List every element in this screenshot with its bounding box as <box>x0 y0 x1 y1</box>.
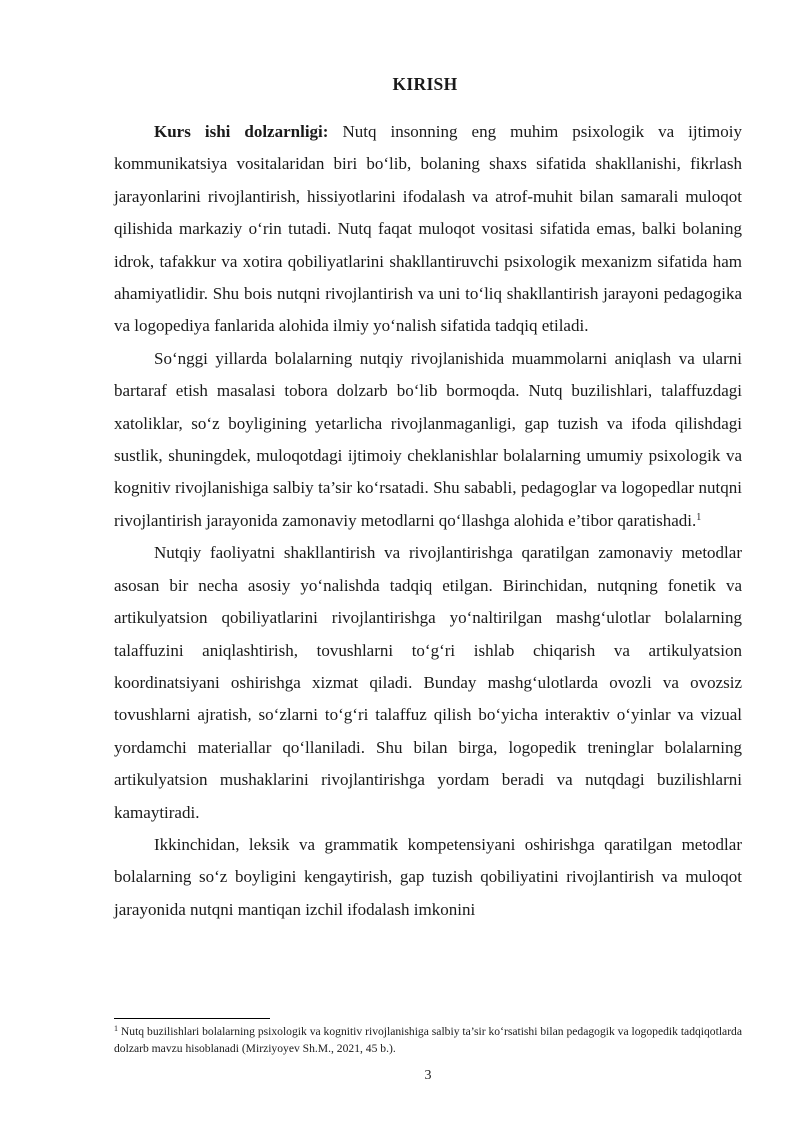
document-body <box>114 116 742 926</box>
paragraph-text: So‘nggi yillarda bolalarning nutqiy rivojlanishida muammolarni aniqlash va ularni bartaraf etish masalasi tobora dolzarb bo‘lib bormoqda. Nutq buzilishlari, talaffuzdagi xatoliklar, so‘z boyligining yetarlicha rivojlanmaganligi, gap tuzish va ifoda qilishdagi sustlik, shuningdek, muloqotdagi ijtimoiy cheklanishlar bolalarning umumiy psixologik va kognitiv rivojlanishiga salbiy ta’sir ko‘rsatadi. Shu sababli, pedagoglar va logopedlar nutqni rivojlantirish jarayonida zamonaviy metodlarni qo‘llashga alohida e’tibor qaratishadi. <box>114 348 742 530</box>
paragraph-text: Nutq insonning eng muhim psixologik va ijtimoiy kommunikatsiya vositalaridan biri bo‘lib, bolaning shaxs sifatida shakllanishi, fikrlash jarayonlarini rivojlantirish, hissiyotlarini ifodalash va atrof-muhit bilan samarali muloqot qilishida markaziy o‘rin tutadi. Nutq faqat muloqot vositasi sifatida emas, balki bolaning idrok, tafakkur va xotira qobiliyatlarini shakllantiruvchi psixologik mexanizm sifatida ham ahamiyatlidir. Shu bois nutqni rivojlantirish va uni to‘liq shakllantirish jarayoni pedagogika va logopediya fanlarida alohida ilmiy yo‘nalish sifatida tadqiq etiladi. <box>114 122 742 336</box>
footnote-text: Nutq buzilishlari bolalarning psixologik va kognitiv rivojlanishiga salbiy ta’sir ko‘rsatishi bilan pedagogik va logopedik tadqiqotlarda dolzarb mavzu hisoblanadi (Mirziyoyev Sh.M., 2021, 45 b.). <box>114 1025 742 1055</box>
footnote-reference[interactable]: 1 <box>696 511 702 523</box>
paragraph-2 <box>114 343 742 537</box>
paragraph-lead: Kurs ishi dolzarnligi: <box>154 122 329 141</box>
page-number: 3 <box>424 1068 432 1083</box>
paragraph-text: Ikkinchidan, leksik va grammatik kompetensiyani oshirishga qaratilgan metodlar bolalarning so‘z boyligini kengaytirish, gap tuzish qobiliyatini rivojlantirish va muloqot jarayonida nutqni mantiqan izchil ifodalash imkonini <box>114 834 742 919</box>
paragraph-3 <box>114 537 742 829</box>
footnote <box>114 1023 742 1057</box>
footnote-marker: 1 <box>114 1024 118 1033</box>
paragraph-1 <box>114 116 742 343</box>
page-title: KIRISH <box>392 74 458 94</box>
footnote-separator <box>114 1018 270 1019</box>
paragraph-4 <box>114 829 742 926</box>
paragraph-text: Nutqiy faoliyatni shakllantirish va rivojlantirishga qaratilgan zamonaviy metodlar asosan bir necha asosiy yo‘nalishda tadqiq etilgan. Birinchidan, nutqning fonetik va artikulyatsion qobiliyatlarini rivojlantirishga yo‘naltirilgan mashg‘ulotlar bolalarning talaffuzini aniqlashtirish, tovushlarni to‘g‘ri ishlab chiqarish va artikulyatsion koordinatsiyani oshirishga xizmat qiladi. Bunday mashg‘ulotlarda ovozli va ovozsiz tovushlarni ajratish, so‘zlarni to‘g‘ri talaffuz qilish bo‘yicha interaktiv o‘yinlar va vizual yordamchi materiallar qo‘llaniladi. Shu bilan birga, logopedik treninglar bolalarning artikulyatsion mushaklarini rivojlantirishga yordam beradi va nutqdagi buzilishlarni kamaytiradi. <box>114 543 742 822</box>
